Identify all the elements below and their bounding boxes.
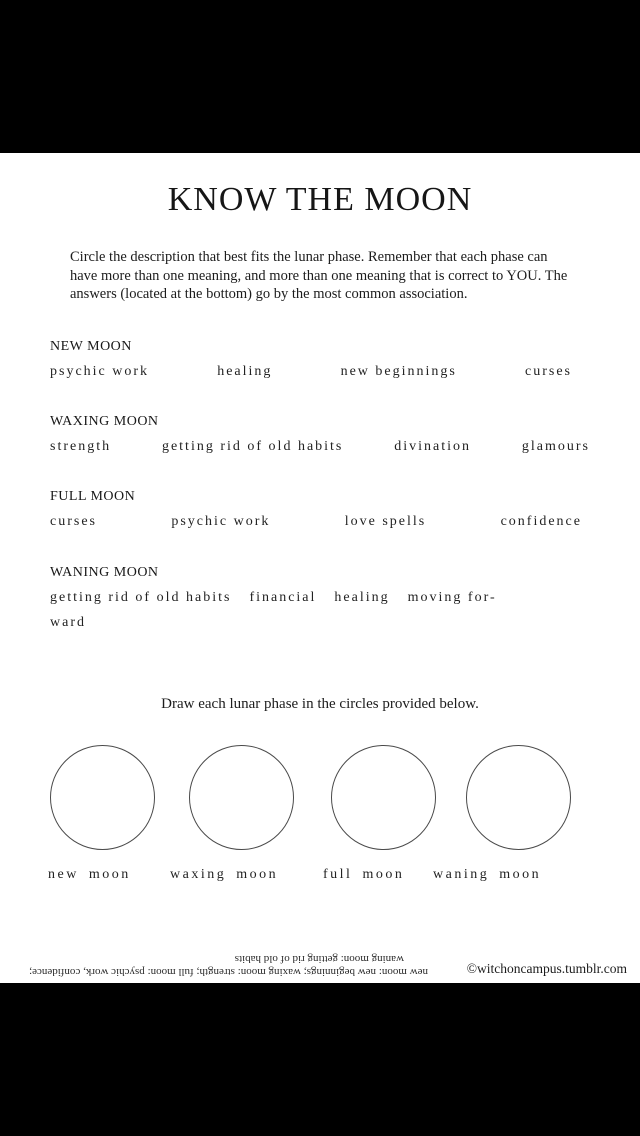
moon-drawing-circle-waxing <box>189 745 294 850</box>
instructions-line: Circle the description that best fits the lunar phase. Remember that each phase can <box>70 249 548 265</box>
option-word: getting rid of old habits <box>50 590 232 605</box>
answer-key-upside-down <box>0 952 428 978</box>
section-heading-new-moon: NEW MOON <box>50 339 132 354</box>
instructions-line: answers (located at the bottom) go by the most common association. <box>70 286 468 302</box>
circle-label-waning-moon: waning moon <box>433 867 542 882</box>
section-heading-waning-moon: WANING MOON <box>50 565 159 580</box>
moon-drawing-circle-new <box>50 745 155 850</box>
instructions-line: have more than one meaning, and more than one meaning that is correct to YOU. The <box>70 267 568 284</box>
option-word: glamours <box>521 439 590 454</box>
options-row-waning-moon <box>50 590 590 606</box>
option-word: financial <box>249 590 317 605</box>
answer-key-line: new moon: new beginnings; waxing moon: strength; full moon: psychic work, confidence; <box>29 966 428 978</box>
options-row-waxing-moon <box>50 439 590 455</box>
option-word: new beginnings <box>340 364 457 379</box>
options-row-full-moon <box>50 514 582 530</box>
option-word: healing <box>217 364 273 379</box>
circle-label-full-moon: full moon <box>323 867 405 882</box>
option-word: curses <box>50 514 97 529</box>
option-word: strength <box>50 439 112 454</box>
option-word: love spells <box>344 514 427 529</box>
moon-drawing-circle-full <box>331 745 436 850</box>
section-heading-waxing-moon: WAXING MOON <box>50 414 159 429</box>
option-word: moving for- <box>407 590 497 605</box>
draw-prompt: Draw each lunar phase in the circles provided below. <box>161 696 479 712</box>
bottom-letterbox-bar <box>0 983 640 1136</box>
option-word: getting rid of old habits <box>161 439 344 454</box>
circle-label-waxing-moon: waxing moon <box>170 867 279 882</box>
option-word: divination <box>394 439 472 454</box>
option-word: psychic work <box>50 364 150 379</box>
worksheet-page <box>0 153 640 983</box>
moon-drawing-circle-waning <box>466 745 571 850</box>
option-word-wrapped: ward <box>50 615 86 630</box>
instructions-paragraph <box>70 248 585 304</box>
option-word: healing <box>334 590 390 605</box>
options-row-new-moon <box>50 364 572 380</box>
credit-url: ©witchoncampus.tumblr.com <box>466 961 627 976</box>
section-heading-full-moon: FULL MOON <box>50 489 136 504</box>
circle-label-new-moon: new moon <box>48 867 131 882</box>
answer-key-line: waning moon: getting rid of old habits <box>234 953 404 965</box>
top-letterbox-bar <box>0 0 640 153</box>
page-title: KNOW THE MOON <box>167 181 473 218</box>
option-word: psychic work <box>171 514 271 529</box>
option-word: confidence <box>500 514 582 529</box>
option-word: curses <box>525 364 572 379</box>
